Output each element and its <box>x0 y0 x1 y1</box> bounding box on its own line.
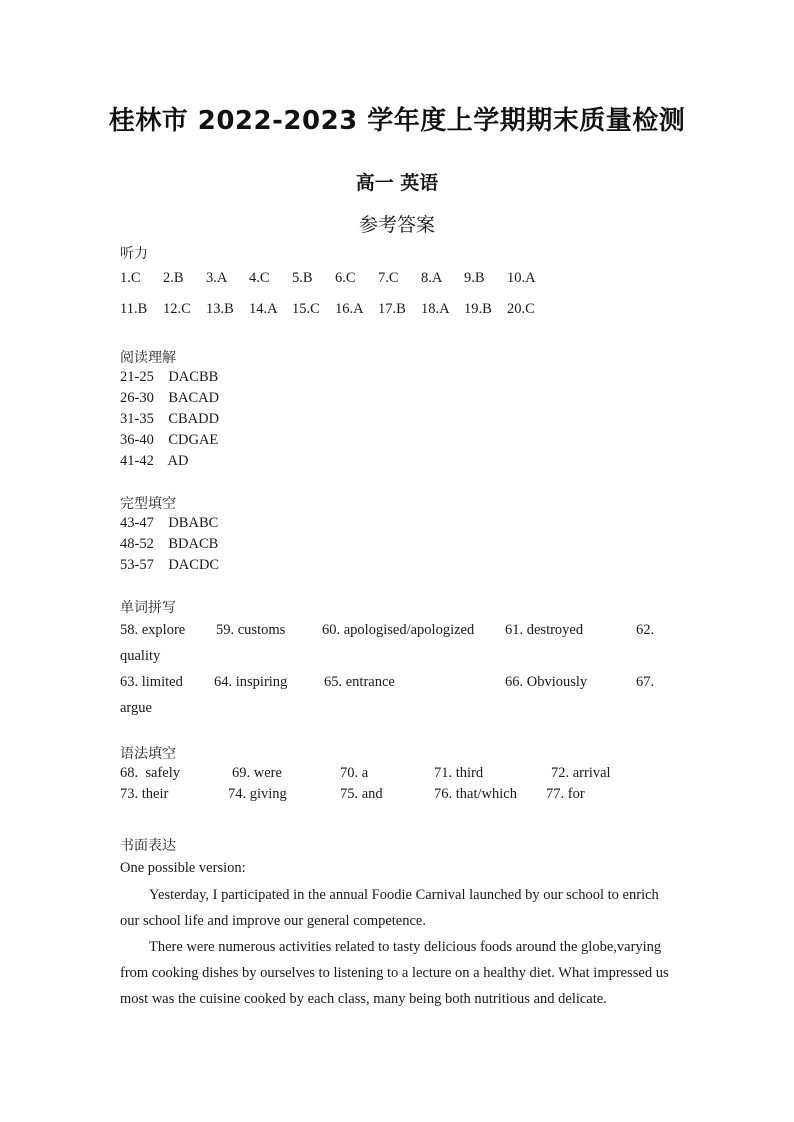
answer-item: 13.B <box>206 301 234 317</box>
answer-item: 11.B <box>120 301 148 317</box>
answer-item: 10.A <box>507 270 536 286</box>
spelling-item: 65. entrance <box>324 674 395 690</box>
spelling-item: 63. limited <box>120 674 183 690</box>
answer-item: 19.B <box>464 301 492 317</box>
writing-intro: One possible version: <box>120 860 246 876</box>
answer-item: 14.A <box>249 301 278 317</box>
spelling-item: 58. explore <box>120 622 186 638</box>
grammar-item: 73. their <box>120 786 169 802</box>
grammar-item: 77. for <box>546 786 585 802</box>
writing-heading: 书面表达 <box>120 838 176 854</box>
listening-heading: 听力 <box>120 246 148 262</box>
answer-item: 16.A <box>335 301 364 317</box>
reading-line: 26-30 BACAD <box>120 390 220 406</box>
cloze-line: 43-47 DBABC <box>120 515 219 531</box>
answer-item: 5.B <box>292 270 313 286</box>
reading-line: 31-35 CBADD <box>120 411 220 427</box>
answer-item: 20.C <box>507 301 535 317</box>
grammar-item: 74. giving <box>228 786 287 802</box>
spelling-item: 64. inspiring <box>214 674 288 690</box>
writing-paragraph: Yesterday, I participated in the annual Foodie Carnival launched by our school to enrich our school life and improve our general competence. <box>120 887 659 929</box>
grammar-item: 68. safely <box>120 765 180 781</box>
answer-item: 3.A <box>206 270 228 286</box>
reading-line: 36-40 CDGAE <box>120 432 219 448</box>
reading-line: 41-42 AD <box>120 453 189 469</box>
reading-line: 21-25 DACBB <box>120 369 219 385</box>
grammar-item: 69. were <box>232 765 282 781</box>
answer-item: 6.C <box>335 270 356 286</box>
answer-item: 17.B <box>378 301 406 317</box>
spelling-wrap: quality <box>120 648 161 664</box>
spelling-item: 62. <box>636 622 655 638</box>
grammar-item: 71. third <box>434 765 484 781</box>
grammar-item: 70. a <box>340 765 369 781</box>
answer-item: 9.B <box>464 270 485 286</box>
spelling-heading: 单词拼写 <box>120 600 176 616</box>
answer-item: 7.C <box>378 270 399 286</box>
spelling-item: 60. apologised/apologized <box>322 622 475 638</box>
grammar-heading: 语法填空 <box>120 746 176 762</box>
spelling-item: 59. customs <box>216 622 286 638</box>
spelling-wrap: argue <box>120 700 152 716</box>
spelling-item: 66. Obviously <box>505 674 588 690</box>
answers-heading: 参考答案 <box>358 214 435 236</box>
answer-item: 2.B <box>163 270 184 286</box>
writing-paragraph: There were numerous activities related to tasty delicious foods around the globe,varying from cooking dishes by ourselves to listening to a lecture on a healthy diet. What impressed us most was the cuisine cooked by each class, many being both nutritious and delicate. <box>120 939 669 1007</box>
answer-item: 8.A <box>421 270 443 286</box>
spelling-item: 61. destroyed <box>505 622 584 638</box>
subject-title: 高一 英语 <box>355 172 439 194</box>
reading-heading: 阅读理解 <box>120 350 176 366</box>
grammar-item: 76. that/which <box>434 786 517 802</box>
grammar-item: 75. and <box>340 786 383 802</box>
answer-item: 12.C <box>163 301 191 317</box>
answer-item: 1.C <box>120 270 141 286</box>
answer-item: 15.C <box>292 301 320 317</box>
answer-item: 18.A <box>421 301 450 317</box>
cloze-heading: 完型填空 <box>120 496 176 512</box>
grammar-item: 72. arrival <box>551 765 611 781</box>
spelling-item: 67. <box>636 674 655 690</box>
cloze-line: 48-52 BDACB <box>120 536 219 552</box>
answer-item: 4.C <box>249 270 270 286</box>
cloze-line: 53-57 DACDC <box>120 557 220 573</box>
page-title: 桂林市 2022-2023 学年度上学期期末质量检测 <box>108 106 686 136</box>
